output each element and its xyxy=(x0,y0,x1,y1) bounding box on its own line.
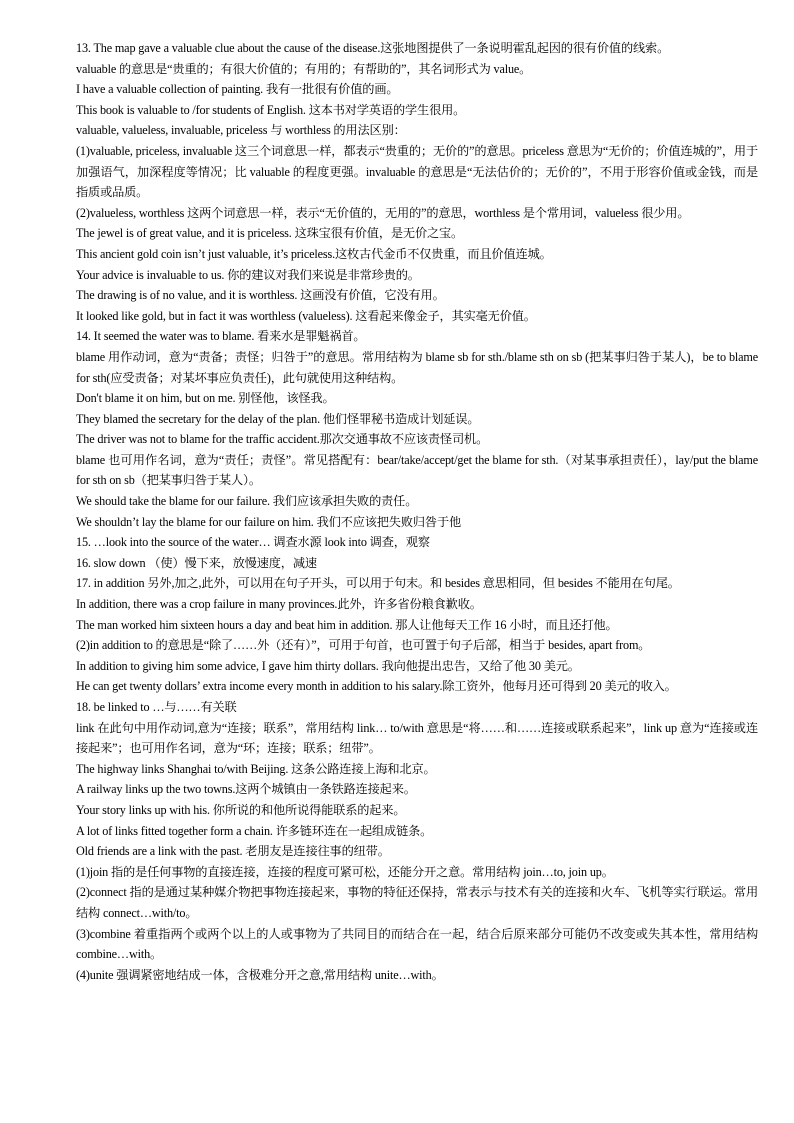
paragraph: The highway links Shanghai to/with Beijing. 这条公路连接上海和北京。 xyxy=(76,761,436,776)
paragraph: This ancient gold coin isn’t just valuable, it’s priceless.这枚古代金币不仅贵重，而且价值连城。 xyxy=(76,246,552,261)
paragraph: 18. be linked to …与……有关联 xyxy=(76,700,237,714)
paragraph: We should take the blame for our failure. 我们应该承担失败的责任。 xyxy=(76,494,418,509)
paragraph: The jewel is of great value, and it is priceless. 这珠宝很有价值，是无价之宝。 xyxy=(76,226,464,241)
paragraph: In addition, there was a crop failure in many provinces.此外，许多省份粮食歉收。 xyxy=(76,597,482,612)
paragraph: (2)in addition to 的意思是“除了……外（还有）”，可用于句首，也可置于句子后部，相当于 besides, apart from。 xyxy=(76,638,651,653)
paragraph: valuable, valueless, invaluable, priceless 与 worthless 的用法区别： xyxy=(76,123,406,138)
paragraph: A lot of links fitted together form a chain. 许多链环连在一起组成链条。 xyxy=(76,823,433,838)
paragraph: (3)combine 着重指两个或两个以上的人或事物为了共同目的而结合在一起，结合后原来部分可能仍不改变或失其本性，常用结构 combine…with。 xyxy=(76,926,758,962)
paragraph: (2)valueless, worthless 这两个词意思一样，表示“无价值的，无用的”的意思，worthless 是个常用词，valueless 很少用。 xyxy=(76,205,690,220)
paragraph: (1)join 指的是任何事物的直接连接，连接的程度可紧可松，还能分开之意。常用结构 join…to, join up。 xyxy=(76,864,614,879)
paragraph: A railway links up the two towns.这两个城镇由一条铁路连接起来。 xyxy=(76,782,416,797)
paragraph: Your advice is invaluable to us. 你的建议对我们来说是非常珍贵的。 xyxy=(76,267,420,282)
document-page xyxy=(76,38,758,985)
paragraph: He can get twenty dollars’ extra income every month in addition to his salary.除工资外，他每月还可得到 20 美元的收入。 xyxy=(76,679,677,694)
paragraph: The man worked him sixteen hours a day and beat him in addition. 那人让他每天工作 16 小时，而且还打他。 xyxy=(76,617,618,632)
paragraph: They blamed the secretary for the delay of the plan. 他们怪罪秘书造成计划延误。 xyxy=(76,411,480,426)
paragraph: This book is valuable to /for students of English. 这本书对学英语的学生很用。 xyxy=(76,102,466,117)
paragraph: (2)connect 指的是通过某种媒介物把事物连接起来，事物的特征还保持，常表示与技术有关的连接和火车、飞机等实行联运。常用结构 connect…with/to。 xyxy=(76,885,758,920)
paragraph: (4)unite 强调紧密地结成一体，含极难分开之意,常用结构 unite…with。 xyxy=(76,967,444,982)
paragraph: 15. …look into the source of the water… 调查水源 look into 调查，观察 xyxy=(76,535,430,550)
paragraph: It looked like gold, but in fact it was worthless (valueless). 这看起来像金子，其实毫无价值。 xyxy=(76,308,536,323)
paragraph: blame 也可用作名词，意为“责任；责怪”。常见搭配有：bear/take/accept/get the blame for sth.（对某事承担责任），lay/put the blame for sth on sb（把某事归咎于某人）。 xyxy=(76,452,758,488)
paragraph: (1)valuable, priceless, invaluable 这三个词意思一样，都表示“贵重的；无价的”的意思。priceless 意思为“无价的；价值连城的”，用于加强语气，加深程度等情况；比 valuable 的程度更强。invaluable 的意思是“无法估价的；无价的”，不用于形容价值或金钱，而是指质或品质。 xyxy=(76,143,758,200)
paragraph: 17. in addition 另外,加之,此外，可以用在句子开头，可以用于句末。和 besides 意思相同，但 besides 不能用在句尾。 xyxy=(76,576,680,591)
paragraph: Don't blame it on him, but on me. 别怪他，该怪我。 xyxy=(76,391,335,406)
paragraph: Your story links up with his. 你所说的和他所说得能联系的起来。 xyxy=(76,802,406,817)
paragraph: The driver was not to blame for the traffic accident.那次交通事故不应该责怪司机。 xyxy=(76,432,489,447)
paragraph: The drawing is of no value, and it is worthless. 这画没有价值，它没有用。 xyxy=(76,288,445,303)
paragraph: In addition to giving him some advice, I gave him thirty dollars. 我向他提出忠告，又给了他 30 美元。 xyxy=(76,658,580,673)
paragraph: valuable 的意思是“贵重的；有很大价值的；有用的；有帮助的”，其名词形式为 value。 xyxy=(76,61,532,76)
paragraph: We shouldn’t lay the blame for our failure on him. 我们不应该把失败归咎于他 xyxy=(76,514,462,529)
paragraph: Old friends are a link with the past. 老朋友是连接往事的纽带。 xyxy=(76,844,390,859)
paragraph: 13. The map gave a valuable clue about the cause of the disease.这张地图提供了一条说明霍乱起因的很有价值的线索。 xyxy=(76,41,670,55)
paragraph: I have a valuable collection of painting. 我有一批很有价值的画。 xyxy=(76,82,399,97)
paragraph: 16. slow down （使）慢下来，放慢速度，减速 xyxy=(76,555,317,570)
paragraph: link 在此句中用作动词,意为“连接；联系”，常用结构 link… to/with 意思是“将……和……连接或联系起来”，link up 意为“连接或连接起来”；也可用作名词，意为“环；连接；联系；纽带”。 xyxy=(76,720,758,756)
paragraph: 14. It seemed the water was to blame. 看来水是罪魁祸首。 xyxy=(76,329,366,344)
paragraph: blame 用作动词，意为“责备；责怪；归咎于”的意思。常用结构为 blame sb for sth./blame sth on sb (把某事归咎于某人)，be to blame for sth(应受责备；对某坏事应负责任)，此句就使用这种结构。 xyxy=(76,349,758,385)
